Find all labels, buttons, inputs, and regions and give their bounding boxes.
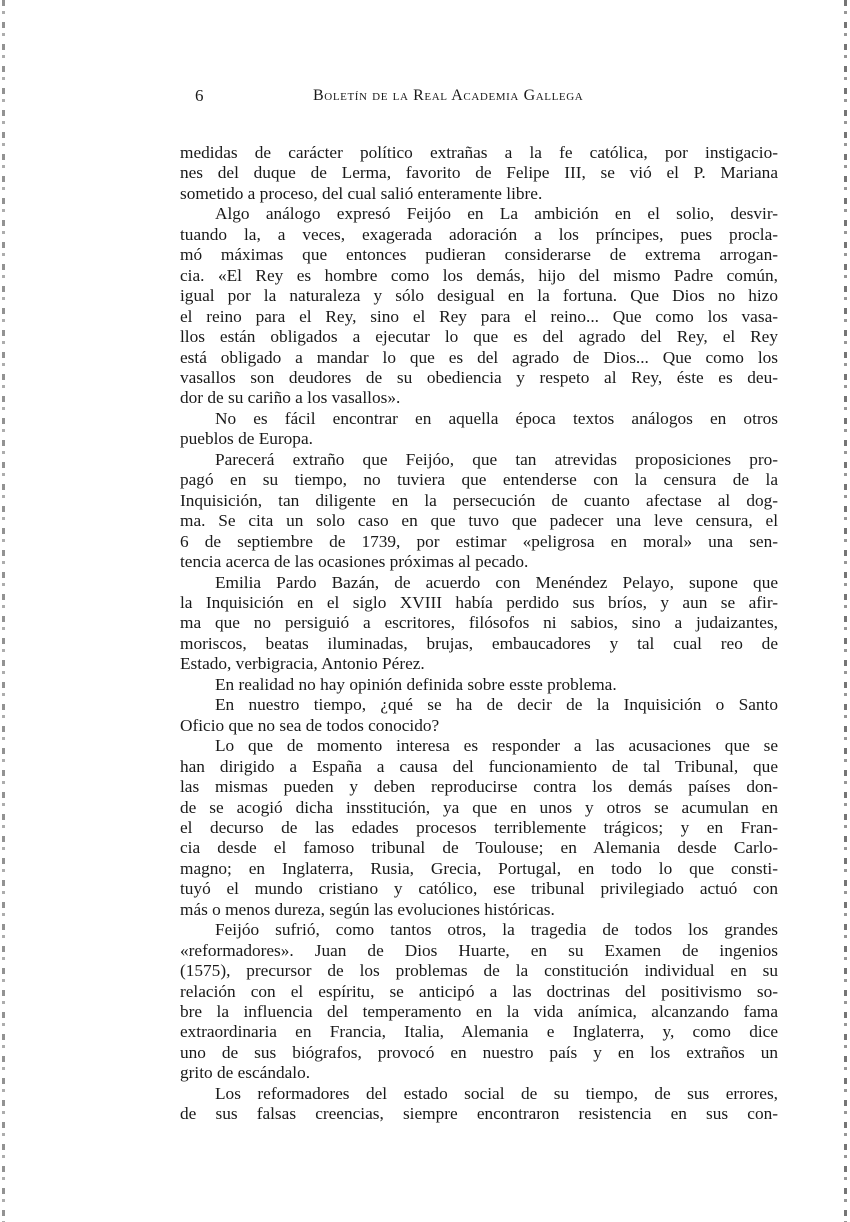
text-line: llos están obligados a ejecutar lo que es del agrado del Rey, el Rey [180, 327, 778, 347]
text-line: las mismas pueden y deben reproducirse contra los demás países don- [180, 777, 778, 797]
text-line: ma que no persiguió a escritores, filósofos ni sabios, sino a judaizantes, [180, 613, 778, 633]
text-line: han dirigido a España a causa del funcionamiento de tal Tribunal, que [180, 756, 778, 776]
text-line: moriscos, beatas iluminadas, brujas, embaucadores y tal cual reo de [180, 633, 778, 653]
text-line: pagó en su tiempo, no tuviera que entenderse con la censura de la [180, 470, 778, 490]
text-line: extraordinaria en Francia, Italia, Alemania e Inglaterra, y, como dice [180, 1022, 778, 1042]
text-line: tuando la, a veces, exagerada adoración a los príncipes, pues procla- [180, 224, 778, 244]
text-line: el decurso de las edades procesos terriblemente trágicos; y en Fran- [180, 817, 778, 837]
running-head [195, 86, 655, 112]
text-line: En nuestro tiempo, ¿qué se ha de decir de la Inquisición o Santo [215, 695, 778, 715]
text-line: magno; en Inglaterra, Rusia, Grecia, Portugal, en todo lo que consti- [180, 858, 778, 878]
text-line: Oficio que no sea de todos conocido? [180, 715, 440, 735]
text-line: Inquisición, tan diligente en la persecución de cuanto afectase al dog- [180, 490, 778, 510]
journal-title: Boletín de la Real Academia Gallega [313, 87, 584, 104]
text-line: (1575), precursor de los problemas de la constitución individual en su [180, 961, 778, 981]
text-line: Feijóo sufrió, como tantos otros, la tragedia de todos los grandes [215, 920, 778, 940]
text-line: No es fácil encontrar en aquella época textos análogos en otros [215, 408, 778, 428]
text-line: En realidad no hay opinión definida sobre esste problema. [215, 674, 617, 694]
text-line: tuyó el mundo cristiano y católico, ese tribunal privilegiado actuó con [180, 879, 778, 899]
text-line: Lo que de momento interesa es responder a las acusaciones que se [215, 736, 778, 756]
text-line: pueblos de Europa. [180, 429, 313, 449]
page-number: 6 [195, 86, 204, 105]
text-line: tencia acerca de las ocasiones próximas al pecado. [180, 552, 529, 572]
text-line: Los reformadores del estado social de su tiempo, de sus errores, [215, 1083, 778, 1103]
text-line: sometido a proceso, del cual salió enteramente libre. [180, 183, 543, 203]
text-line: de sus falsas creencias, siempre encontraron resistencia en sus con- [180, 1104, 778, 1124]
text-line: igual por la naturaleza y sólo desigual en la fortuna. Que Dios no hizo [180, 286, 778, 306]
text-line: dor de su cariño a los vasallos». [180, 388, 401, 408]
scan-edge-right [844, 0, 847, 1222]
text-line: grito de escándalo. [180, 1063, 311, 1083]
text-line: 6 de septiembre de 1739, por estimar «peligrosa en moral» una sen- [180, 531, 778, 551]
text-line: vasallos son deudores de su obediencia y respeto al Rey, éste es deu- [180, 367, 778, 387]
text-line: bre la influencia del temperamento en la vida anímica, alcanzando fama [180, 1002, 778, 1022]
text-line: nes del duque de Lerma, favorito de Felipe III, se vió el P. Mariana [180, 163, 778, 183]
scan-edge-left [2, 0, 5, 1222]
text-line: más o menos dureza, según las evoluciones históricas. [180, 899, 555, 919]
text-line: medidas de carácter político extrañas a la fe católica, por instigacio- [180, 143, 778, 162]
text-line: Algo análogo expresó Feijóo en La ambición en el solio, desvir- [215, 204, 778, 224]
text-line: relación con el espíritu, se anticipó a las doctrinas del positivismo so- [180, 981, 778, 1001]
text-line: de se acogió dicha insstitución, ya que en unos y otros se acumulan en [180, 797, 778, 817]
text-line: la Inquisición en el siglo XVIII había perdido sus bríos, y aun se afir- [180, 592, 778, 612]
text-line: cia. «El Rey es hombre como los demás, hijo del mismo Padre común, [180, 265, 778, 285]
text-line: Emilia Pardo Bazán, de acuerdo con Menéndez Pelayo, supone que [215, 572, 778, 592]
text-line: «reformadores». Juan de Dios Huarte, en su Examen de ingenios [180, 940, 778, 960]
text-line: está obligado a mandar lo que es del agrado de Dios... Que como los [180, 347, 778, 367]
text-line: cia desde el famoso tribunal de Toulouse; en Alemania desde Carlo- [180, 838, 778, 858]
text-line: mó máximas que entonces pudieran considerarse de extrema arrogan- [180, 245, 778, 265]
text-line: Parecerá extraño que Feijóo, que tan atrevidas proposiciones pro- [215, 449, 778, 469]
text-line: Estado, verbigracia, Antonio Pérez. [180, 654, 425, 674]
text-line: uno de sus biógrafos, provocó en nuestro país y en los extraños un [180, 1042, 778, 1062]
body-text [180, 143, 778, 1125]
text-line: el reino para el Rey, sino el Rey para el reino... Que como los vasa- [180, 306, 778, 326]
text-line: ma. Se cita un solo caso en que tuvo que padecer una leve censura, el [180, 511, 778, 531]
